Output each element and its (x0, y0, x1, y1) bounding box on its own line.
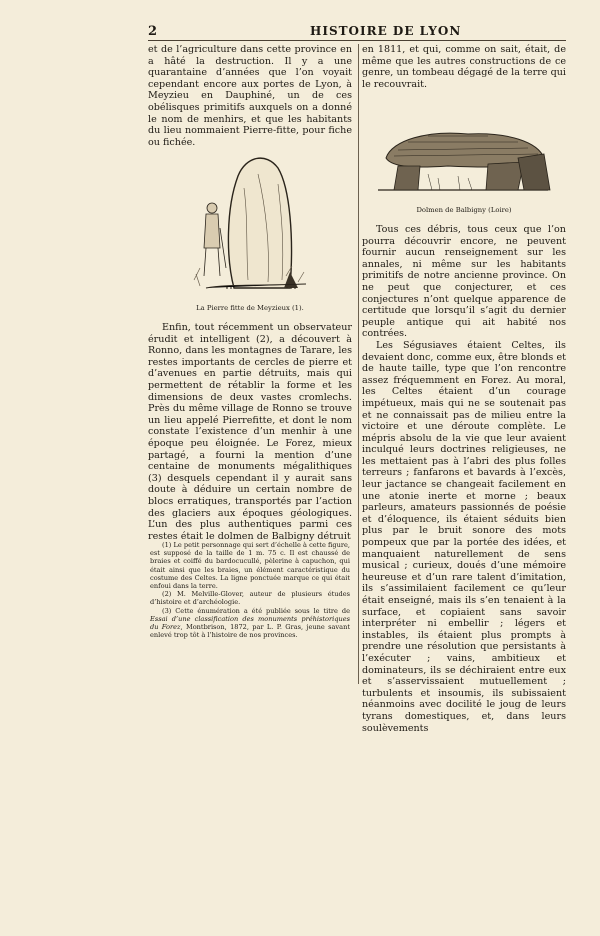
right-intro-paragraph: en 1811, et qui, comme on sait, était, de même que les autres constructions de ce genre, un tombeau dégagé de la terre qui le recouvrait. (362, 44, 566, 90)
footnote-2: (2) M. Melville-Glover, auteur de plusieurs études d’histoire et d’archéologie. (150, 590, 350, 607)
dolmen-illustration (368, 118, 558, 198)
running-title: HISTOIRE DE LYON (310, 24, 462, 38)
menhir-illustration (186, 148, 316, 296)
footnote-3 (150, 607, 350, 640)
footnote-3-title: Essai d’une classification des monuments préhistoriques du Forez (150, 614, 350, 632)
header-rule (148, 40, 566, 41)
footnotes (150, 541, 350, 639)
column-divider (358, 44, 359, 684)
menhir-caption: La Pierre fitte de Meyzieux (1). (196, 304, 304, 312)
footnote-1: (1) Le petit personnage qui sert d’échelle à cette figure, est supposé de la taille de 1 m. 75 c. Il est chaussé de braies et coiffé du bardocucullé, pèlerine à capuchon, qui était ainsi que les braies, un élément caractéristique du costume des Celtes. La ligne ponctuée marque ce qui était enfoui dans la terre. (150, 541, 350, 591)
left-intro-paragraph: et de l’agriculture dans cette province en a hâté la destruction. Il y a une quarantaine d’années que l’on voyait cependant encore aux portes de Lyon, à Meyzieu en Dauphiné, un de ces obélisques primitifs auxquels on a donné le nom de menhirs, et que les habitants du lieu nommaient Pierre-fitte, pour fiche ou fichée. (148, 44, 352, 148)
left-column-intro (148, 44, 352, 148)
footnote-3-text-b: , Montbrison, 1872, par L. P. Gras, jeune savant enlevé trop tôt à l’histoire de nos provinces. (150, 623, 350, 640)
left-column-main (148, 322, 352, 542)
dolmen-caption: Dolmen de Balbigny (Loire) (416, 206, 512, 214)
page-number: 2 (148, 24, 158, 39)
right-paragraph-3: Les Ségusiaves étaient Celtes, ils devaient donc, comme eux, être blonds et de haute taille, type que l’on rencontre assez fréquemment en Forez. Au moral, les Celtes étaient d’un courage impétueux, mais qui ne se soutenait pas et ne connaissait pas de milieu entre la victoire et une déroute complète. Le mépris absolu de la vie que leur avaient inculqué leurs doctrines religieuses, ne les mettaient pas à l’abri des plus folles terreurs ; fanfarons et bavards à l’excès, leur jactance se changeait facilement en une atonie inerte et morne ; beaux parleurs, amateurs passionnés de poésie et d’éloquence, ils étaient séduits bien plus par le bruit sonore des mots pompeux que par la portée des idées, et manquaient naturellement de sens musical ; curieux, doués d’une mémoire heureuse et d’un rare talent d’imitation, ils s’assimilaient facilement ce qu’leur était enseigné, mais ils s’en tenaient à la surface, et copiaient sans savoir interpréter ni embellir ; légers et instables, ils étaient plus prompts à prendre une résolution que persistants à l’exécuter ; vains, ambitieux et dominateurs, ils se déchiraient entre eux et s’asservissaient mutuellement ; turbulents et insoumis, ils subissaient néanmoins avec docilité le joug de leurs tyrans domestiques, et, dans leurs soulèvements (362, 339, 566, 734)
right-column-intro (362, 44, 566, 94)
footnote-3-text-a: (3) Cette énumération a été publiée sous le titre de (162, 606, 350, 615)
left-paragraph-2: Enfin, tout récemment un observateur érudit et intelligent (2), a découvert à Ronno, dans les montagnes de Tarare, les restes importants de cercles de pierre et d’avenues en partie détruits, mais qui permettent de rétablir la forme et les dimensions de deux vastes cromlechs. Près du même village de Ronno se trouve un lieu appelé Pierrefitte, et dont le nom constate l’existence d’un menhir à une époque peu éloignée. Le Forez, mieux partagé, a fourni la mention d’une centaine de monuments mégalithiques (3) desquels cependant il y aurait sans doute à déduire un certain nombre de blocs erratiques, transportés par l’action des glaciers aux époques géologiques. L’un des plus authentiques parmi ces restes était le dolmen de Balbigny détruit (148, 322, 352, 542)
right-column-main (362, 224, 566, 734)
right-paragraph-2: Tous ces débris, tous ceux que l’on pourra découvrir encore, ne peuvent fournir aucun renseignement sur les annales, ni même sur les habitants primitifs de notre ancienne province. On ne peut que conjecturer, et ces conjectures n’ont quelque apparence de certitude que lorsqu’il s’agit du dernier peuple antique qui ait habité nos contrées. (362, 224, 566, 340)
